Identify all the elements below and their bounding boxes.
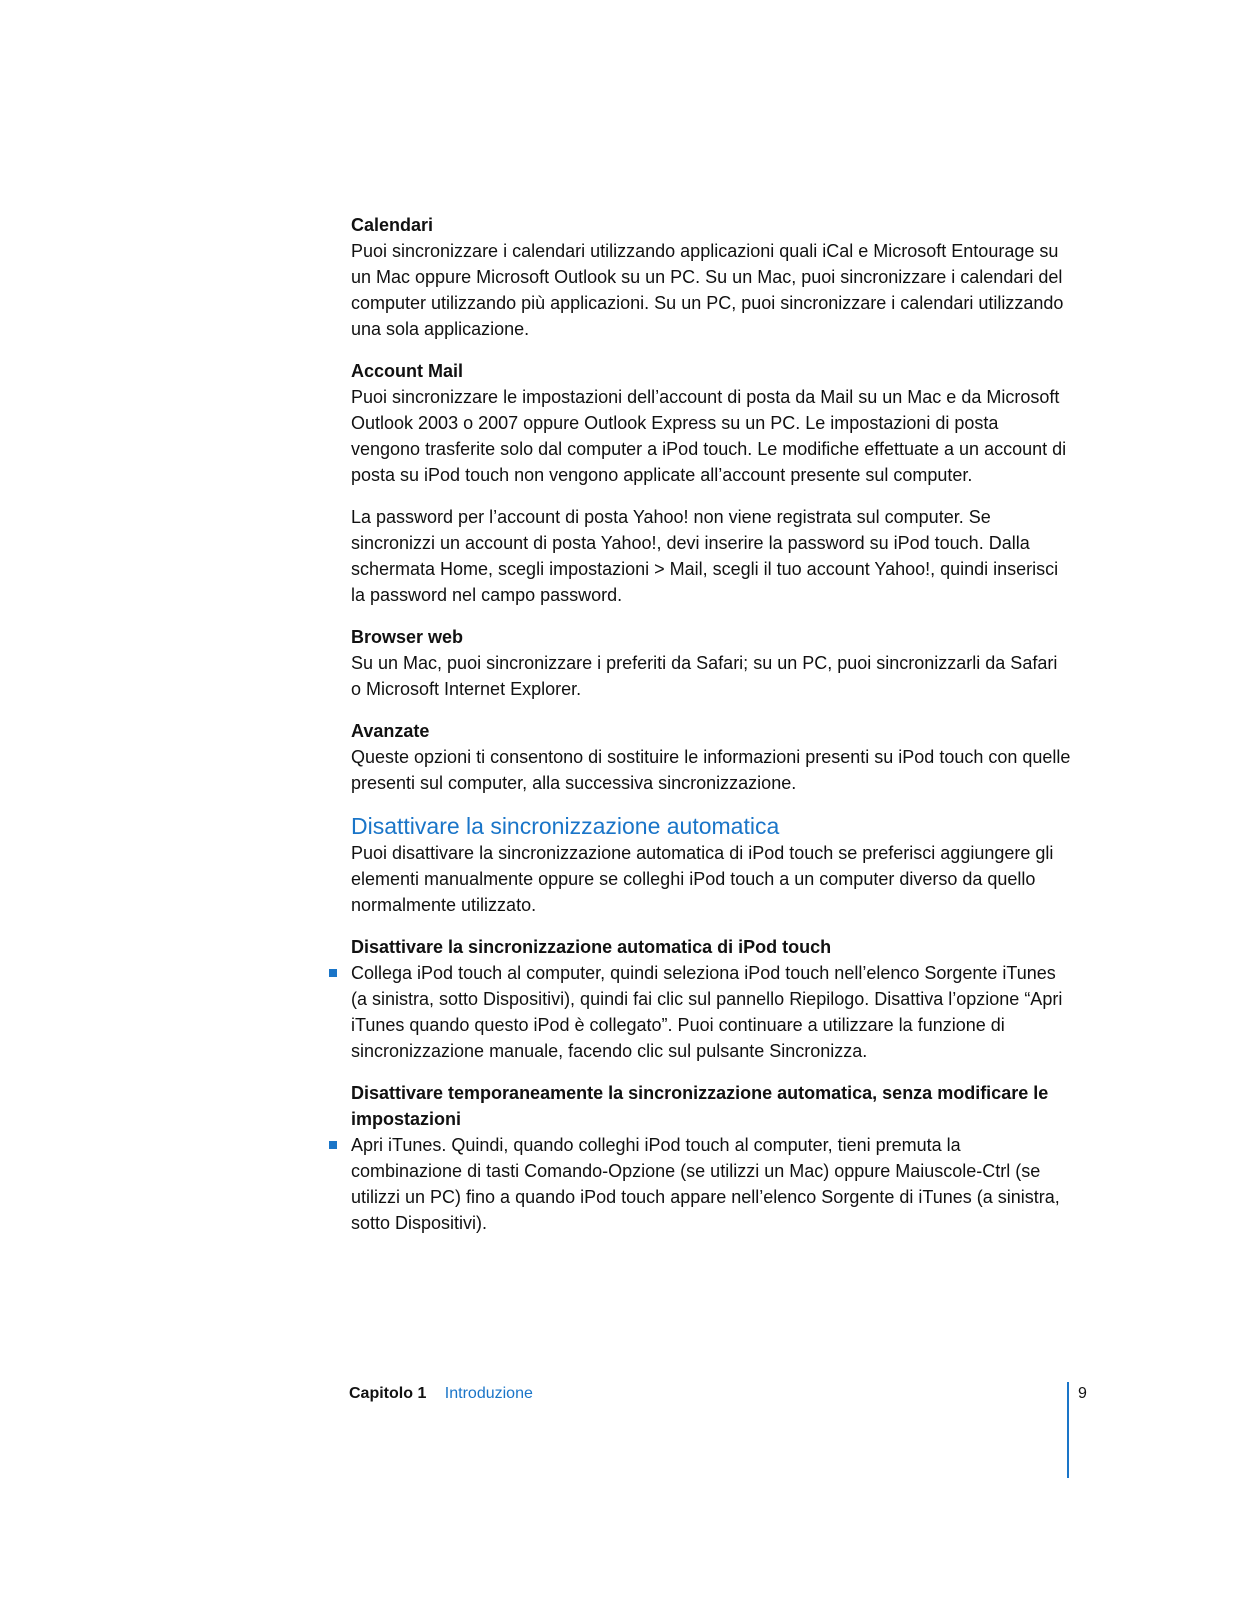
subsection-disattivare xyxy=(351,812,1071,918)
list-item xyxy=(351,1132,1071,1236)
task-step: Collega iPod touch al computer, quindi seleziona iPod touch nell’elenco Sorgente iTunes (a sinistra, sotto Dispositivi), quindi fai clic sul pannello Riepilogo. Disattiva l’opzione “Apri iTunes quando questo iPod è collegato”. Puoi continuare a utilizzare la funzione di sincronizzazione manuale, facendo clic sul pulsante Sincronizza. xyxy=(351,963,1063,1061)
section-body: Puoi sincronizzare i calendari utilizzando applicazioni quali iCal e Microsoft Entourage su un Mac oppure Microsoft Outlook su un PC. Su un Mac, puoi sincronizzare i calendari del computer utilizzando più applicazioni. Su un PC, puoi sincronizzare i calendari utilizzando una sola applicazione. xyxy=(351,241,1064,339)
section-heading: Browser web xyxy=(351,627,464,647)
chapter-title: Introduzione xyxy=(444,1385,533,1402)
section-heading: Avanzate xyxy=(351,721,430,741)
page-footer xyxy=(349,1384,533,1404)
section-heading: Account Mail xyxy=(351,361,464,381)
task-disattivare xyxy=(351,934,1071,1064)
page-number: 9 xyxy=(1078,1385,1087,1402)
section-calendari xyxy=(351,212,1071,342)
section-account-mail xyxy=(351,358,1071,488)
bullet-square-icon xyxy=(329,969,337,977)
section-body: Su un Mac, puoi sincronizzare i preferiti da Safari; su un PC, puoi sincronizzarli da Safari o Microsoft Internet Explorer. xyxy=(351,653,1058,699)
task-heading: Disattivare temporaneamente la sincronizzazione automatica, senza modificare le impostazioni xyxy=(351,1083,1049,1129)
task-heading: Disattivare la sincronizzazione automatica di iPod touch xyxy=(351,937,832,957)
subsection-intro: Puoi disattivare la sincronizzazione automatica di iPod touch se preferisci aggiungere gli elementi manualmente oppure se colleghi iPod touch a un computer diverso da quello normalmente utilizzato. xyxy=(351,843,1054,915)
task-disattivare-temporaneamente xyxy=(351,1080,1071,1236)
list-item xyxy=(351,960,1071,1064)
subsection-title: Disattivare la sincronizzazione automatica xyxy=(351,813,780,839)
section-avanzate xyxy=(351,718,1071,796)
section-body: Queste opzioni ti consentono di sostituire le informazioni presenti su iPod touch con quelle presenti sul computer, alla successiva sincronizzazione. xyxy=(351,747,1071,793)
page-divider xyxy=(1067,1382,1069,1478)
section-browser-web xyxy=(351,624,1071,702)
bullet-square-icon xyxy=(329,1141,337,1149)
section-body: Puoi sincronizzare le impostazioni dell’account di posta da Mail su un Mac e da Microsoft Outlook 2003 o 2007 oppure Outlook Express su un PC. Le impostazioni di posta vengono trasferite solo dal computer a iPod touch. Le modifiche effettuate a un account di posta su iPod touch non vengono applicate all’account presente sul computer. xyxy=(351,387,1067,485)
task-step: Apri iTunes. Quindi, quando colleghi iPod touch al computer, tieni premuta la combinazione di tasti Comando-Opzione (se utilizzi un Mac) oppure Maiuscole-Ctrl (se utilizzi un PC) fino a quando iPod touch appare nell’elenco Sorgente di iTunes (a sinistra, sotto Dispositivi). xyxy=(351,1135,1060,1233)
section-body: La password per l’account di posta Yahoo! non viene registrata sul computer. Se sincronizzi un account di posta Yahoo!, devi inserire la password su iPod touch. Dalla schermata Home, scegli impostazioni > Mail, scegli il tuo account Yahoo!, quindi inserisci la password nel campo password. xyxy=(351,507,1059,605)
page-content xyxy=(351,212,1071,1252)
section-heading: Calendari xyxy=(351,215,434,235)
section-account-mail-yahoo xyxy=(351,504,1071,608)
chapter-label: Capitolo 1 xyxy=(349,1385,427,1402)
